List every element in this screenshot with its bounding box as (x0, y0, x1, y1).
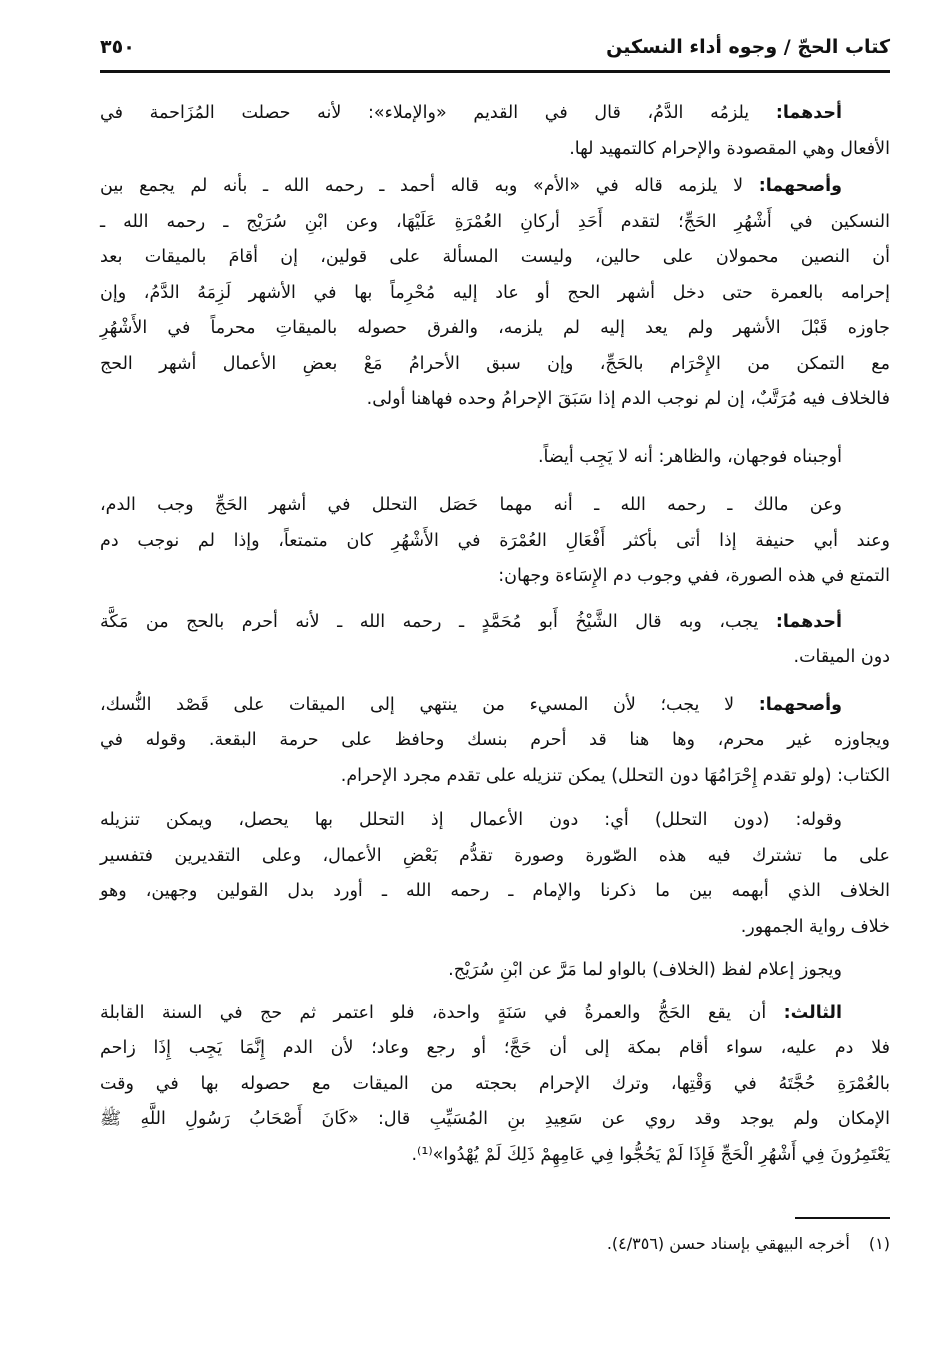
footnote (607, 1234, 890, 1253)
header-rule (100, 70, 890, 73)
line-text: يَعْتَمِرُونَ فِي أَشْهُرِ الْحَجِّ فَإِذَا لَمْ يَحُجُّوا فِي عَامِهِمْ ذَلِكَ لَمْ يُهْدُوا»⁽¹⁾. (411, 1144, 890, 1165)
line-text: أوجبناه فوجهان، والظاهر: أنه لا يَجِب أيضاً. (537, 446, 842, 467)
line-text: يجب، وبه قال الشَّيْخُ أَبو مُحَمَّدٍ ـ رحمه الله ـ لأنه أحرم بالحج من مَكَّة (100, 611, 776, 632)
text-line (100, 1031, 890, 1067)
line-text: وقوله: (دون التحلل) أي: دون الأعمال إذ التحلل بها يحصل، ويمكن تنزيله (100, 810, 842, 830)
line-text: لا يجب؛ لأن المسيء من ينتهي إلى الميقات على قَصْد النُّسك، (100, 694, 759, 715)
paragraph (100, 803, 890, 945)
line-text: مع التمكن من الإِحْرَام بالحَجِّ، وإن سبق الأحرامُ مَعْ بعضِ الأعمال أشهر الحج (100, 353, 890, 374)
text-line (100, 347, 890, 383)
text-line (100, 440, 890, 476)
line-text: فالخلاف فيه مُرَتَّبٌ، إن لم نوجب الدم إذا سَبَقَ الإحرامُ وحده فهاهنا أولى. (366, 389, 890, 409)
chapter-title: كتاب الحجّ / وجوه أداء النسكين (606, 36, 890, 58)
line-text: النسكين في أَشْهُرِ الحَجِّ؛ لتقدم أَحَدِ أركانِ العُمْرَةِ عَلَيْهَا، وعن ابْنِ سُرَيْج ـ رحمه الله ـ (100, 211, 890, 232)
paragraph (100, 96, 890, 167)
paragraph-lead: أحدهما: (775, 611, 842, 632)
text-line (100, 640, 890, 676)
line-text: ويجوز إعلام لفظ (الخلاف) بالواو لما مَرَّ عن ابْنِ سُرَيْج. (448, 960, 842, 980)
paragraph (100, 488, 890, 595)
paragraph (100, 688, 890, 795)
line-text: وعند أبي حنيفة إذا أتى بأكثر أَفْعَالِ العُمْرَة في الأَشْهُرِ كان متمتعاً، وإذا لم نوجب دم (100, 530, 890, 551)
line-text: إحرامه بالعمرة حتى دخل أشهر الحج أو عاد إليه مُحْرِماً بها في الأشهر لَزِمَهُ الدَّمُ، وإن (100, 282, 890, 303)
line-text: أن يقع الحَجُّ والعمرةُ في سَنَةٍ واحدة، فلو اعتمر ثم حج في السنة القابلة (100, 1002, 784, 1023)
paragraph (100, 605, 890, 676)
text-line (100, 605, 890, 641)
paragraph (100, 953, 890, 989)
text-line (100, 276, 890, 312)
paragraph (100, 440, 890, 476)
footnote-text: أخرجه البيهقي بإسناد حسن (٤/٣٥٦). (606, 1234, 850, 1253)
line-text: يلزمُه الدَّمُ، قال في القديم «والإملاء»: لأنه حصلت المُزَاحمة في (100, 103, 776, 123)
line-text: الأفعال وهي المقصودة والإحرام كالتمهيد لها. (569, 138, 890, 159)
main-text (100, 94, 890, 1173)
footnote-separator (795, 1217, 890, 1219)
text-line (100, 759, 890, 795)
text-line (100, 839, 890, 875)
text-line (100, 910, 890, 946)
text-line (100, 996, 890, 1032)
text-line (100, 723, 890, 759)
text-line (100, 311, 890, 347)
text-line (100, 382, 890, 418)
line-text: الإمكان ولم يوجد وقد روي عن سَعِيدِ بنِ المُسَيِّبِ قال: «كَانَ أَصْحَابُ رَسُولِ اللَّهِ ﷺ (100, 1109, 890, 1129)
line-text: جاوزه قَبْلَ الأشهر ولم يعد إليه لم يلزمه، والفرق حصوله بالميقاتِ محرماً في الأَشْهُرِ (100, 318, 890, 338)
line-text: الخلاف الذي أبهمه بين ما ذكرنا والإمام ـ رحمه الله ـ أورد بدل القولين وجهين، وهو (100, 881, 890, 901)
line-text: التمتع في هذه الصورة، ففي وجوب دم الإِسَاءة وجهان: (498, 566, 890, 586)
line-text: وعن مالك ـ رحمه الله ـ أنه مهما حَصَل التحلل في أشهر الحَجِّ وجب الدم، (100, 495, 842, 515)
text-line (100, 132, 890, 168)
text-line (100, 874, 890, 910)
paragraph (100, 996, 890, 1174)
paragraph-lead: الثالث: (783, 1002, 842, 1023)
text-line (100, 205, 890, 241)
paragraph-lead: أحدهما: (775, 103, 842, 123)
text-line (100, 559, 890, 595)
text-line (100, 240, 890, 276)
line-text: على ما تشترك فيه هذه الصّورة وصورة تقدُّم بَعْضِ الأعمال، وعلى التقديرين فتفسير (100, 845, 890, 866)
line-text: خلاف رواية الجمهور. (740, 916, 890, 937)
text-line (100, 1138, 890, 1174)
text-line (100, 169, 890, 205)
line-text: دون الميقات. (793, 647, 890, 667)
paragraph-lead: وأصحهما: (758, 694, 842, 715)
text-line (100, 803, 890, 839)
text-line (100, 488, 890, 524)
footnote-number: (١) (868, 1234, 890, 1253)
page-number: ٣٥٠ (100, 36, 135, 58)
paragraph-lead: وأصحهما: (758, 176, 842, 196)
text-line (100, 953, 890, 989)
line-text: بالعُمْرَةِ حُجَّتَهُ في وَقْتِها، وترك الإحرام بحجته من الميقات مع حصوله بها في وقت (100, 1073, 890, 1094)
line-text: ويجاوزه غير محرم، وها هنا قد أحرم بنسك وحافظ على حرمة البقعة. وقوله في (100, 730, 890, 750)
line-text: الكتاب: (ولو تقدم إِحْرَامُهَا دون التحلل) يمكن تنزيله على تقدم مجرد الإحرام. (340, 765, 890, 786)
text-line (100, 96, 890, 132)
line-text: لا يلزمه قاله في «الأم» وبه قاله أحمد ـ رحمه الله ـ بأنه لم يجمع بين (100, 176, 759, 196)
paragraph (100, 169, 890, 418)
line-text: فلا دم عليه، سواء أقام بمكة إلى أن حَجَّ؛ أو رجع وعاد؛ لأن الدم إِنَّمَا يَجِب إِذَا زاحم (100, 1038, 890, 1058)
line-text: أن النصين محمولان على حالين، وليست المسألة على قولين، إن أقامَ بالميقات بعد (100, 247, 890, 267)
running-header (100, 30, 890, 70)
text-line (100, 1102, 890, 1138)
text-line (100, 688, 890, 724)
text-line (100, 1067, 890, 1103)
text-line (100, 524, 890, 560)
